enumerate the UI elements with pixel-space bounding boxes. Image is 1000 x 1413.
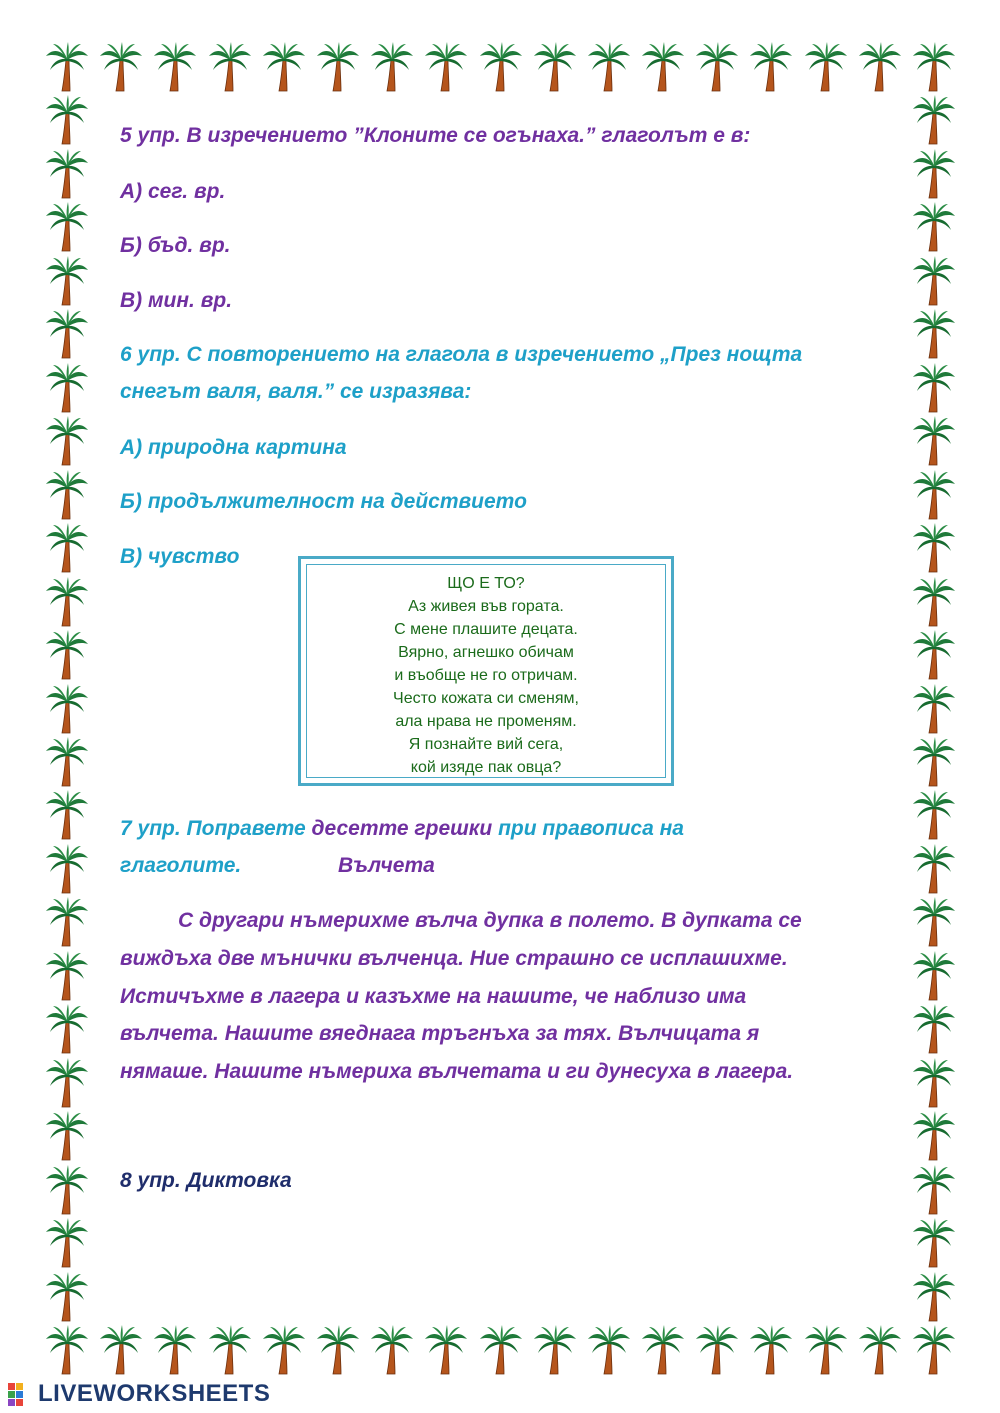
exercise7-instruction-line2: глаголите. — [120, 854, 242, 877]
exercise6-option-c[interactable]: В) чувство — [120, 545, 240, 568]
exercise7-text-line[interactable]: нямаше. Нашите нъмериха вълчетата и ги дунесуха в лагера. — [120, 1060, 794, 1083]
exercise7-instruction-end: при правописа на — [492, 817, 684, 840]
liveworksheets-logo-icon — [8, 1383, 32, 1407]
exercise7-text-line[interactable]: С другари нъмерихме вълча дупка в полето. В дупката се — [178, 909, 802, 932]
riddle-line: ала нрава не променям. — [395, 713, 577, 730]
riddle-box — [298, 556, 674, 786]
riddle-line: Вярно, агнешко обичам — [398, 644, 574, 661]
exercise6-option-a[interactable]: А) природна картина — [120, 436, 347, 459]
exercise5-option-a[interactable]: А) сег. вр. — [120, 180, 226, 203]
exercise6-option-b[interactable]: Б) продължителност на действието — [120, 490, 527, 513]
riddle-line: и въобще не го отричам. — [394, 667, 578, 684]
exercise7-text-line[interactable]: вълчета. Нашите вяеднага тръгнъха за тях. Вълчицата я — [120, 1022, 760, 1045]
exercise6-question-line2: снегът валя, валя.” се изразява: — [120, 380, 472, 403]
riddle-line: кой изяде пак овца? — [410, 759, 562, 776]
exercise7-text-line[interactable]: Истичъхме в лагера и казъхме на нашите, че наблизо има — [120, 985, 747, 1008]
riddle-inner-frame — [306, 564, 666, 778]
exercise7-instruction-line1 — [120, 817, 684, 841]
riddle-line: Я познайте вий сега, — [408, 736, 564, 753]
exercise7-text-line[interactable]: виждъха две мънички вълченца. Ние страшно се исплашихме. — [120, 947, 788, 970]
riddle-line: Аз живея във гората. — [408, 598, 564, 615]
logo-text: LIVEWORKSHEETS — [38, 1380, 271, 1407]
riddle-title: ЩО Е ТО? — [447, 575, 525, 592]
riddle-line: Често кожата си сменям, — [393, 690, 579, 707]
exercise7-ten-mistakes: десетте грешки — [311, 817, 493, 840]
exercise8-title: 8 упр. Диктовка — [120, 1169, 292, 1192]
exercise7-instruction-start: 7 упр. Поправете — [120, 817, 312, 840]
exercise5-option-b[interactable]: Б) бъд. вр. — [120, 234, 231, 257]
exercise7-text-title: Вълчета — [338, 854, 435, 877]
riddle-line: С мене плашите децата. — [394, 621, 578, 638]
exercise5-option-c[interactable]: В) мин. вр. — [120, 289, 233, 312]
exercise6-question-line1: 6 упр. С повторението на глагола в изречението „През нощта — [120, 343, 803, 366]
exercise5-question: 5 упр. В изречението ”Клоните се огънаха.” глаголът е в: — [120, 124, 751, 147]
